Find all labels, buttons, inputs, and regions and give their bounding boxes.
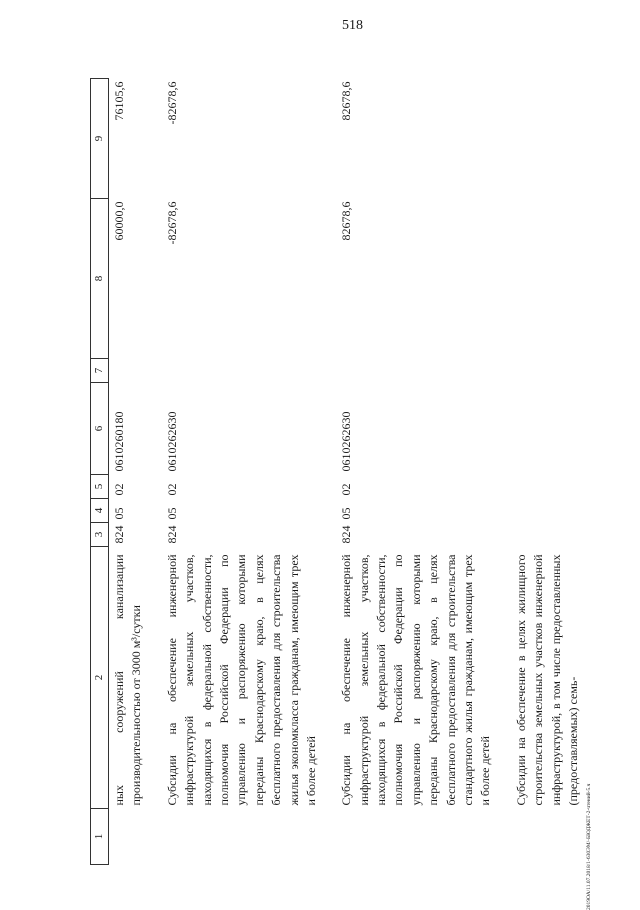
header-col-7: 7 (91, 359, 109, 383)
row-col-3: 824 (339, 525, 354, 544)
row-col-9 (511, 79, 585, 199)
row-description: Субсидии на обеспечение в целях жилищного строительства земельных участков инженерной инфраструктурой, в том числе предоставленных (предоставляемых) семь- (513, 554, 580, 806)
row-col-5: 02 (339, 483, 354, 496)
header-col-8: 8 (91, 199, 109, 359)
row-col-5: 02 (164, 483, 179, 496)
header-col-6: 6 (91, 383, 109, 475)
row-description: Субсидии на обеспечение инженерной инфраструктурой земельных участков, находящихся в федеральной собственности, полномочия Российской Федерации по управлению и распоряжению которыми переданы Краснодарскому краю, в целях бесплатного предоставления для строительства стандартного жилья гражданам, имеющим трех и более детей (339, 554, 493, 806)
row-col-6: 0610260180 (112, 411, 126, 472)
row-col-4: 05 (112, 507, 126, 520)
header-col-9: 9 (91, 79, 109, 199)
table-row (109, 79, 148, 865)
row-description: ных сооружений канализации производительностью от 3000 м³/сутки (112, 554, 144, 806)
row-col-4: 05 (339, 507, 354, 520)
header-col-5: 5 (91, 475, 109, 499)
row-description: Субсидии на обеспечение инженерной инфраструктурой земельных участков, находящихся в федеральной собственности, полномочия Российской Федерации по управлению и распоряжению которыми переданы Краснодарскому краю, в целях бесплатного предоставления для строительства жилья экономкласса гражданам, имеющим трех и более детей (164, 554, 318, 806)
page-number: 518 (342, 18, 363, 33)
footer-code-text: 2019ОА/11.07.2018/1-630ЭМ/-БЮДЖЕТ-2-чтений-5.ч (586, 783, 592, 910)
table-row (511, 79, 585, 865)
header-col-4: 4 (91, 499, 109, 523)
rotated-table-container (90, 0, 640, 865)
header-row (91, 79, 109, 865)
row-col-6 (511, 383, 585, 475)
row-col-4: 05 (164, 507, 179, 520)
row-col-3 (511, 523, 585, 547)
row-col-8: -82678,6 (164, 201, 179, 245)
header-col-3: 3 (91, 523, 109, 547)
row-col-3: 824 (112, 525, 126, 544)
row-col-9: 76105,6 (112, 81, 126, 121)
row-col-5: 02 (112, 483, 126, 496)
row-col-3: 824 (164, 525, 179, 544)
row-col-8 (511, 199, 585, 359)
row-col-6: 0610262630 (339, 411, 354, 472)
row-col-9: 82678,6 (339, 81, 354, 121)
header-col-1: 1 (91, 809, 109, 865)
header-col-2: 2 (91, 547, 109, 809)
row-col-8: 60000,0 (112, 201, 126, 241)
budget-table (90, 78, 584, 865)
table-row (162, 79, 323, 865)
row-col-5 (511, 475, 585, 499)
row-col-8: 82678,6 (339, 201, 354, 241)
table-row (336, 79, 497, 865)
row-col-9: -82678,6 (164, 81, 179, 125)
row-col-4 (511, 499, 585, 523)
row-col-6: 0610262630 (164, 411, 179, 472)
